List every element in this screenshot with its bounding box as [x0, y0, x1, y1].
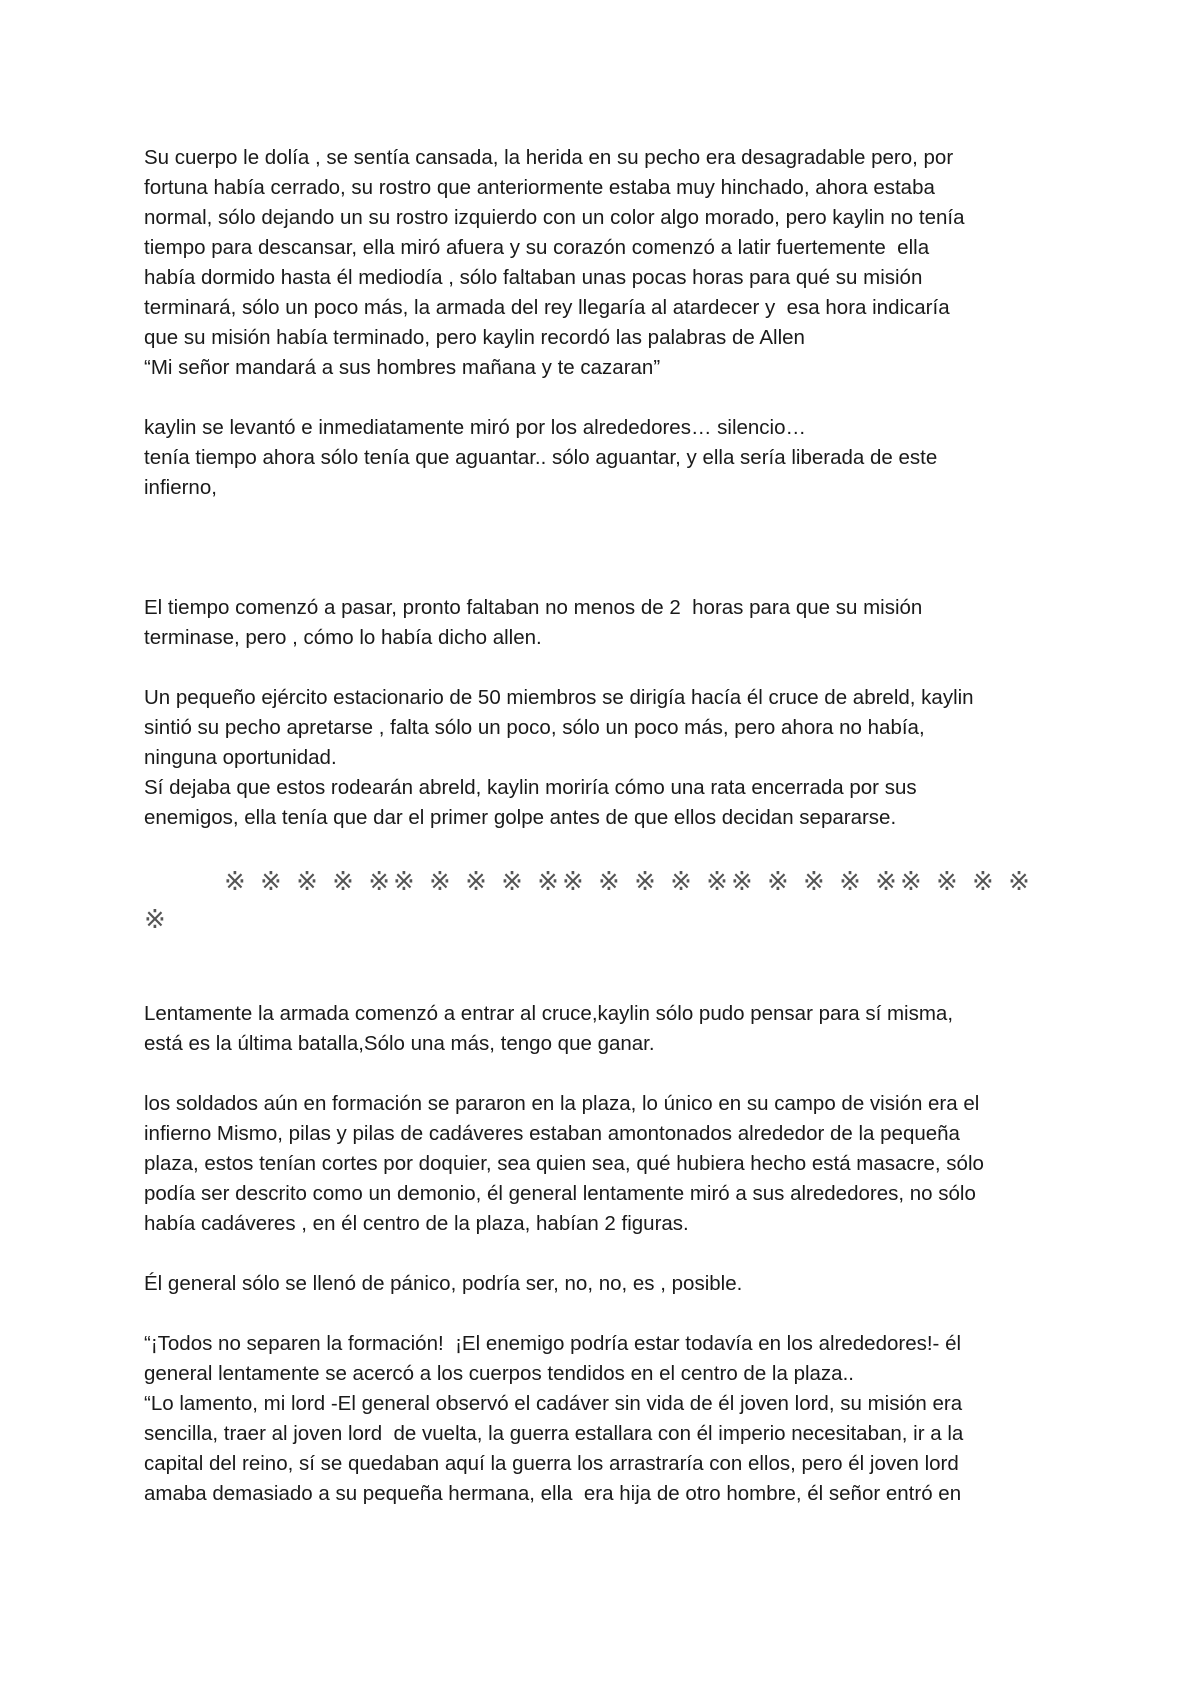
text-line: capital del reino, sí se quedaban aquí la guerra los arrastraría con ellos, pero él joven lord — [144, 1452, 959, 1475]
text-line: El tiempo comenzó a pasar, pronto faltaban no menos de 2 horas para que su misión — [144, 596, 923, 619]
text-line: que su misión había terminado, pero kaylin recordó las palabras de Allen — [144, 326, 805, 349]
text-line: infierno Mismo, pilas y pilas de cadáveres estaban amontonados alrededor de la pequeña — [144, 1122, 960, 1145]
text-line: infierno, — [144, 476, 217, 499]
text-line: kaylin se levantó e inmediatamente miró por los alrededores… silencio… — [144, 416, 807, 439]
text-line: los soldados aún en formación se pararon en la plaza, lo único en su campo de visión era el — [144, 1092, 980, 1115]
text-line: sintió su pecho apretarse , falta sólo un poco, sólo un poco más, pero ahora no había, — [144, 716, 925, 739]
text-line: Lentamente la armada comenzó a entrar al cruce,kaylin sólo pudo pensar para sí misma, — [144, 1002, 954, 1025]
text-line: fortuna había cerrado, su rostro que anteriormente estaba muy hinchado, ahora estaba — [144, 176, 935, 199]
separator-glyphs: ※ ※ ※ ※ ※※ ※ ※ ※ ※※ ※ ※ ※ ※※ ※ ※ ※ ※※ ※ ※ ※ — [224, 867, 1033, 897]
paragraph-2 — [144, 413, 1064, 503]
paragraph-7 — [144, 1269, 1064, 1299]
text-line: ninguna oportunidad. — [144, 746, 337, 769]
text-line: enemigos, ella tenía que dar el primer golpe antes de que ellos decidan separarse. — [144, 806, 897, 829]
text-line: “Lo lamento, mi lord -El general observó el cadáver sin vida de él joven lord, su misión era — [144, 1392, 963, 1415]
text-line: terminase, pero , cómo lo había dicho allen. — [144, 626, 542, 649]
blank-space — [144, 533, 1064, 593]
text-line: “¡Todos no separen la formación! ¡El enemigo podría estar todavía en los alrededores!- él — [144, 1332, 962, 1355]
text-line: Un pequeño ejército estacionario de 50 miembros se dirigía hacía él cruce de abreld, kaylin — [144, 686, 974, 709]
text-line: plaza, estos tenían cortes por doquier, sea quien sea, qué hubiera hecho está masacre, sólo — [144, 1152, 984, 1175]
paragraph-8 — [144, 1329, 1064, 1509]
text-line: había dormido hasta él mediodía , sólo faltaban unas pocas horas para qué su misión — [144, 266, 923, 289]
text-line: sencilla, traer al joven lord de vuelta, la guerra estallara con él imperio necesitaban, ir a la — [144, 1422, 964, 1445]
separator-glyphs: ※ — [144, 905, 169, 935]
text-line: está es la última batalla,Sólo una más, tengo que ganar. — [144, 1032, 655, 1055]
text-line: Su cuerpo le dolía , se sentía cansada, la herida en su pecho era desagradable pero, por — [144, 146, 954, 169]
text-line: normal, sólo dejando un su rostro izquierdo con un color algo morado, pero kaylin no tenía — [144, 206, 965, 229]
text-line: Él general sólo se llenó de pánico, podría ser, no, no, es , posible. — [144, 1272, 743, 1295]
text-line: Sí dejaba que estos rodearán abreld, kaylin moriría cómo una rata encerrada por sus — [144, 776, 917, 799]
paragraph-3 — [144, 593, 1064, 653]
text-line: “Mi señor mandará a sus hombres mañana y te cazaran” — [144, 356, 661, 379]
paragraph-1 — [144, 143, 1064, 383]
paragraph-4 — [144, 683, 1064, 833]
paragraph-6 — [144, 1089, 1064, 1239]
scene-break-separator — [144, 863, 1064, 939]
text-line: tenía tiempo ahora sólo tenía que aguantar.. sólo aguantar, y ella sería liberada de este — [144, 446, 938, 469]
paragraph-5 — [144, 999, 1064, 1059]
text-line: amaba demasiado a su pequeña hermana, ella era hija de otro hombre, él señor entró en — [144, 1482, 962, 1505]
text-line: terminará, sólo un poco más, la armada del rey llegaría al atardecer y esa hora indicaría — [144, 296, 950, 319]
text-line: podía ser descrito como un demonio, él general lentamente miró a sus alrededores, no sólo — [144, 1182, 976, 1205]
text-line: general lentamente se acercó a los cuerpos tendidos en el centro de la plaza.. — [144, 1362, 854, 1385]
text-line: había cadáveres , en él centro de la plaza, habían 2 figuras. — [144, 1212, 689, 1235]
document-body — [144, 143, 1064, 1539]
text-line: tiempo para descansar, ella miró afuera y su corazón comenzó a latir fuertemente ella — [144, 236, 930, 259]
